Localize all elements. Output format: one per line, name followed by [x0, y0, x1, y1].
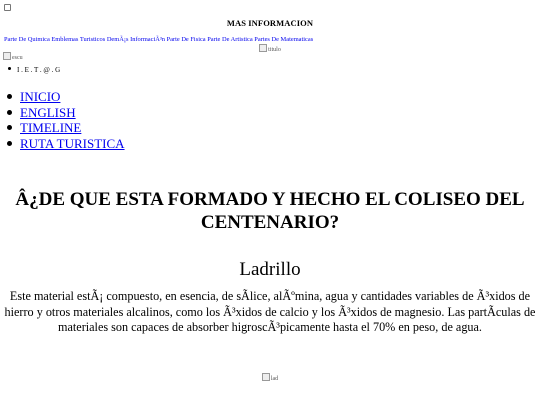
nav-link-timeline[interactable]: TIMELINE — [20, 120, 82, 135]
bullet-icon — [7, 125, 12, 130]
titulo-image — [0, 44, 540, 53]
main-nav — [7, 89, 125, 151]
bullet-icon — [8, 67, 11, 70]
broken-image-icon — [262, 373, 270, 381]
bullet-icon — [7, 110, 12, 115]
escudo-image — [3, 52, 23, 61]
school-label — [8, 66, 60, 74]
escu-alt-text: escu — [12, 55, 23, 61]
link-matematicas[interactable]: Partes De Matematicas — [254, 36, 314, 43]
broken-image-icon — [3, 52, 11, 60]
link-fisica[interactable]: Parte De Fisica — [166, 36, 206, 43]
mas-informacion-title: MAS INFORMACION — [226, 18, 314, 28]
menu-toggle-checkbox[interactable] — [4, 4, 11, 11]
nav-link-inicio[interactable]: INICIO — [20, 89, 61, 104]
description-paragraph: Este material estÃ¡ compuesto, en esencia, de sÃlice, alÃºmina, agua y cantidades variables de Ã³xidos de hierro y otros materiales alcalinos, como los Ã³xidos de calcio y los Ã³xidos de magnesio. Las partÃculas de materiales son capaces de absorber higroscÃ³picamente hasta el 70% en peso, de agua. — [4, 289, 536, 334]
nav-link-english[interactable]: ENGLISH — [20, 104, 76, 120]
nav-item-ruta-turistica — [7, 136, 125, 152]
broken-image-icon — [259, 44, 267, 52]
bullet-icon — [7, 141, 12, 146]
ladrillo-image — [0, 373, 540, 382]
titulo-alt-text: titulo — [268, 47, 281, 53]
nav-item-timeline — [7, 120, 125, 136]
section-subtitle: Ladrillo — [239, 259, 301, 280]
link-demas-informacion[interactable]: DemÃ¡s InformaciÃ³n — [106, 36, 165, 43]
lad-alt-text: lad — [270, 376, 279, 382]
link-artistica[interactable]: Parte De Artistica — [207, 36, 253, 43]
top-links-bar — [4, 36, 313, 43]
school-label-text: I . E . T . @ . G — [17, 66, 61, 74]
link-quimica[interactable]: Parte De Quimica — [4, 36, 50, 43]
nav-link-ruta-turistica[interactable]: RUTA TURISTICA — [20, 135, 125, 151]
bullet-icon — [7, 94, 12, 99]
page-heading: Â¿DE QUE ESTA FORMADO Y HECHO EL COLISEO DEL CENTENARIO? — [15, 189, 525, 233]
link-emblemas-turisticos[interactable]: Emblemas Turisticos — [51, 36, 106, 43]
nav-item-inicio — [7, 89, 125, 105]
nav-item-english — [7, 105, 125, 121]
